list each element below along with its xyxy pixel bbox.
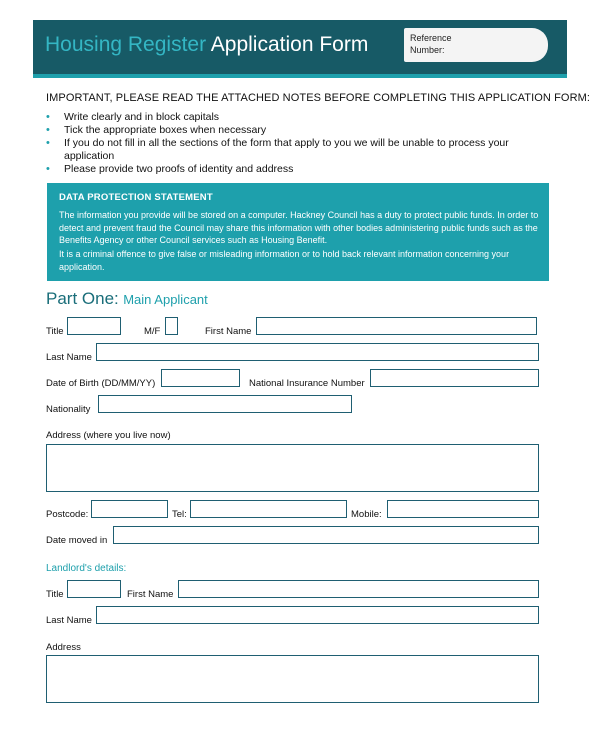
list-item: • Write clearly and in block capitals [46, 111, 220, 123]
first-name-field[interactable] [256, 317, 537, 335]
first-name-label: First Name [205, 326, 252, 337]
nationality-label: Nationality [46, 404, 91, 415]
important-notice: IMPORTANT, PLEASE READ THE ATTACHED NOTES BEFORE COMPLETING THIS APPLICATION FORM: [46, 92, 591, 104]
header-underline [33, 74, 567, 78]
landlord-address-field[interactable] [46, 655, 539, 703]
reference-number-label: Reference Number: [410, 33, 452, 55]
postcode-label: Postcode: [46, 509, 89, 520]
mf-field[interactable] [165, 317, 178, 335]
part-one-label: Part One: [46, 289, 119, 308]
data-protection-paragraph: The information you provide will be stored on a computer. Hackney Council has a duty to protect public funds. In order to detect and prevent fraud the Council may share this information with other bodies administering public funds such as the Benefits Agency or other Council services such as Housing Benefit. [59, 210, 539, 245]
bullet-icon: • [46, 124, 50, 136]
reference-number-input[interactable] [478, 32, 546, 60]
nationality-field[interactable] [98, 395, 352, 413]
dob-label: Date of Birth (DD/MM/YY) [46, 378, 156, 389]
mobile-field[interactable] [387, 500, 539, 518]
dob-field[interactable] [161, 369, 240, 387]
last-name-label: Last Name [46, 352, 92, 363]
landlord-title-field[interactable] [67, 580, 121, 598]
postcode-field[interactable] [91, 500, 168, 518]
bullet-icon: • [46, 137, 50, 149]
list-item: • Please provide two proofs of identity and address [46, 163, 294, 175]
landlord-heading: Landlord's details: [46, 563, 127, 574]
title-field[interactable] [67, 317, 121, 335]
tel-label: Tel: [172, 509, 187, 520]
date-moved-field[interactable] [113, 526, 539, 544]
section-heading-part-one [46, 289, 208, 309]
form-title-part2: Application Form [210, 33, 369, 56]
bullet-icon: • [46, 163, 50, 175]
landlord-last-name-label: Last Name [46, 615, 92, 626]
landlord-title-label: Title [46, 589, 64, 600]
instruction-list [46, 111, 546, 176]
header-bar [33, 20, 567, 74]
landlord-first-name-field[interactable] [178, 580, 539, 598]
address-field[interactable] [46, 444, 539, 492]
mf-label: M/F [144, 326, 161, 337]
form-title [45, 33, 368, 57]
landlord-last-name-field[interactable] [96, 606, 539, 624]
address-label: Address (where you live now) [46, 430, 171, 441]
data-protection-title: DATA PROTECTION STATEMENT [59, 192, 213, 203]
data-protection-paragraph: It is a criminal offence to give false or misleading information or to hold back relevant information concerning your application. [59, 249, 510, 272]
list-item: • If you do not fill in all the sections of the form that apply to you we will be unable to process your application [46, 137, 509, 162]
reference-number-box [404, 28, 548, 62]
tel-field[interactable] [190, 500, 347, 518]
date-moved-label: Date moved in [46, 535, 108, 546]
title-label: Title [46, 326, 64, 337]
landlord-first-name-label: First Name [127, 589, 174, 600]
ni-label: National Insurance Number [249, 378, 365, 389]
landlord-address-label: Address [46, 642, 81, 653]
data-protection-box [47, 183, 549, 281]
form-title-part1: Housing Register [45, 33, 207, 56]
mobile-label: Mobile: [351, 509, 382, 520]
ni-field[interactable] [370, 369, 539, 387]
part-one-sublabel: Main Applicant [123, 292, 208, 307]
bullet-icon: • [46, 111, 50, 123]
last-name-field[interactable] [96, 343, 539, 361]
list-item: • Tick the appropriate boxes when necessary [46, 124, 267, 136]
